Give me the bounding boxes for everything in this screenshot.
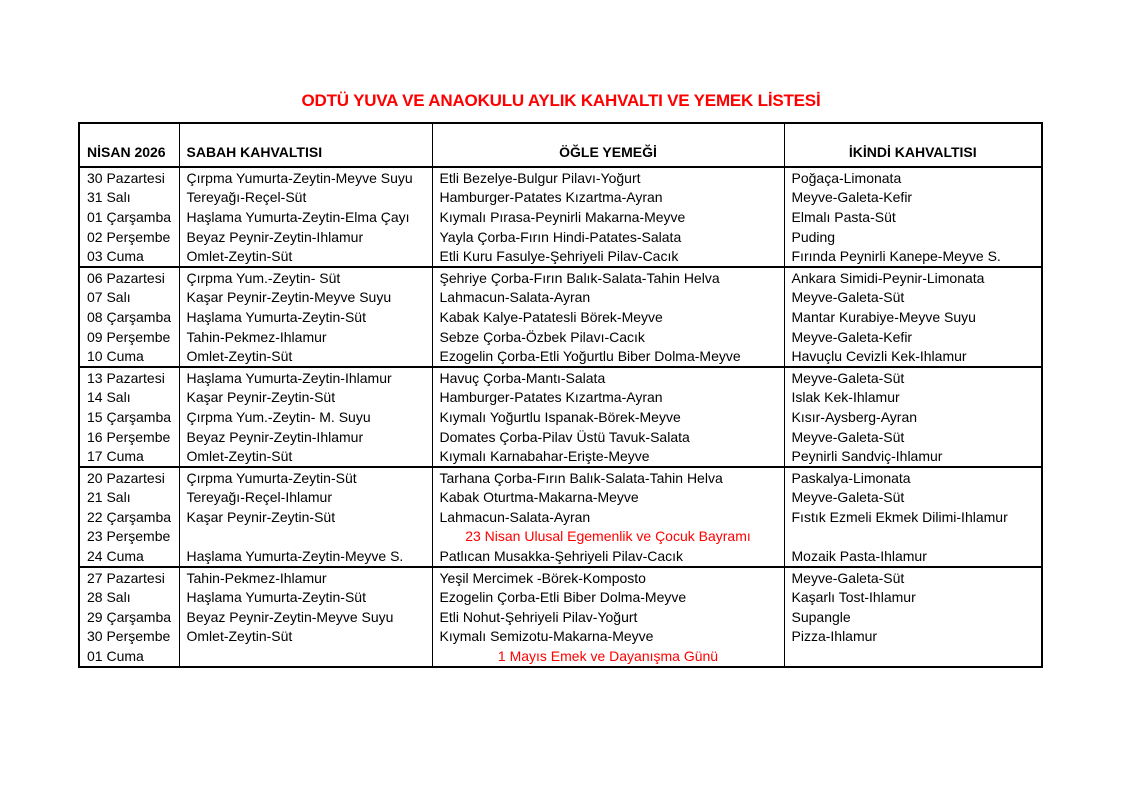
- menu-row: [79, 607, 1042, 627]
- menu-table: [78, 122, 1043, 668]
- menu-row: [79, 207, 1042, 227]
- snack-cell: Meyve-Galeta-Süt: [784, 288, 1042, 308]
- breakfast-cell: Haşlama Yumurta-Zeytin-Ihlamur: [179, 367, 432, 388]
- lunch-cell: Kıymalı Pırasa-Peynirli Makarna-Meyve: [432, 207, 784, 227]
- menu-row: [79, 446, 1042, 467]
- menu-row: [79, 627, 1042, 647]
- lunch-cell: Kıymalı Karnabahar-Erişte-Meyve: [432, 446, 784, 467]
- menu-row: [79, 527, 1042, 547]
- menu-row: [79, 467, 1042, 488]
- lunch-cell: Hamburger-Patates Kızartma-Ayran: [432, 388, 784, 408]
- breakfast-cell: Tahin-Pekmez-Ihlamur: [179, 327, 432, 347]
- snack-cell: Meyve-Galeta-Süt: [784, 427, 1042, 447]
- lunch-cell: Patlıcan Musakka-Şehriyeli Pilav-Cacık: [432, 546, 784, 567]
- lunch-cell: Yeşil Mercimek -Börek-Komposto: [432, 567, 784, 588]
- lunch-cell: Ezogelin Çorba-Etli Biber Dolma-Meyve: [432, 587, 784, 607]
- breakfast-cell: Omlet-Zeytin-Süt: [179, 627, 432, 647]
- day-cell: 30 Pazartesi: [79, 167, 179, 188]
- day-cell: 07 Salı: [79, 288, 179, 308]
- menu-row: [79, 346, 1042, 367]
- lunch-cell: Kıymalı Yoğurtlu Ispanak-Börek-Meyve: [432, 407, 784, 427]
- snack-cell: Pizza-Ihlamur: [784, 627, 1042, 647]
- day-cell: 14 Salı: [79, 388, 179, 408]
- week-block: [79, 567, 1042, 667]
- breakfast-cell: Haşlama Yumurta-Zeytin-Süt: [179, 307, 432, 327]
- day-cell: 03 Cuma: [79, 246, 179, 267]
- lunch-cell: Etli Kuru Fasulye-Şehriyeli Pilav-Cacık: [432, 246, 784, 267]
- lunch-cell: Yayla Çorba-Fırın Hindi-Patates-Salata: [432, 227, 784, 247]
- menu-row: [79, 367, 1042, 388]
- day-cell: 31 Salı: [79, 188, 179, 208]
- breakfast-cell: Çırpma Yum.-Zeytin- M. Suyu: [179, 407, 432, 427]
- breakfast-cell: Beyaz Peynir-Zeytin-Ihlamur: [179, 427, 432, 447]
- breakfast-cell: Omlet-Zeytin-Süt: [179, 246, 432, 267]
- menu-row: [79, 188, 1042, 208]
- menu-row: [79, 267, 1042, 288]
- snack-cell: [784, 527, 1042, 547]
- snack-cell: Kaşarlı Tost-Ihlamur: [784, 587, 1042, 607]
- lunch-cell: Lahmacun-Salata-Ayran: [432, 288, 784, 308]
- day-cell: 15 Çarşamba: [79, 407, 179, 427]
- day-cell: 29 Çarşamba: [79, 607, 179, 627]
- lunch-cell: Tarhana Çorba-Fırın Balık-Salata-Tahin Helva: [432, 467, 784, 488]
- menu-row: [79, 546, 1042, 567]
- lunch-cell: Sebze Çorba-Özbek Pilavı-Cacık: [432, 327, 784, 347]
- day-cell: 23 Perşembe: [79, 527, 179, 547]
- day-cell: 06 Pazartesi: [79, 267, 179, 288]
- snack-cell: Paskalya-Limonata: [784, 467, 1042, 488]
- lunch-cell: Lahmacun-Salata-Ayran: [432, 507, 784, 527]
- day-cell: 20 Pazartesi: [79, 467, 179, 488]
- breakfast-cell: Tereyağı-Reçel-Ihlamur: [179, 488, 432, 508]
- day-cell: 08 Çarşamba: [79, 307, 179, 327]
- header-breakfast: SABAH KAHVALTISI: [179, 123, 432, 167]
- lunch-cell: Ezogelin Çorba-Etli Yoğurtlu Biber Dolma-Meyve: [432, 346, 784, 367]
- breakfast-cell: Omlet-Zeytin-Süt: [179, 446, 432, 467]
- snack-cell: Havuçlu Cevizli Kek-Ihlamur: [784, 346, 1042, 367]
- breakfast-cell: Omlet-Zeytin-Süt: [179, 346, 432, 367]
- breakfast-cell: Haşlama Yumurta-Zeytin-Meyve S.: [179, 546, 432, 567]
- breakfast-cell: Haşlama Yumurta-Zeytin-Elma Çayı: [179, 207, 432, 227]
- snack-cell: Meyve-Galeta-Süt: [784, 488, 1042, 508]
- breakfast-cell: Kaşar Peynir-Zeytin-Süt: [179, 507, 432, 527]
- snack-cell: Elmalı Pasta-Süt: [784, 207, 1042, 227]
- menu-table-header: [79, 123, 1042, 167]
- lunch-cell: Şehriye Çorba-Fırın Balık-Salata-Tahin Helva: [432, 267, 784, 288]
- day-cell: 21 Salı: [79, 488, 179, 508]
- lunch-cell: Etli Bezelye-Bulgur Pilavı-Yoğurt: [432, 167, 784, 188]
- breakfast-cell: Çırpma Yumurta-Zeytin-Meyve Suyu: [179, 167, 432, 188]
- breakfast-cell: [179, 646, 432, 667]
- day-cell: 24 Cuma: [79, 546, 179, 567]
- menu-row: [79, 167, 1042, 188]
- day-cell: 17 Cuma: [79, 446, 179, 467]
- lunch-cell: Havuç Çorba-Mantı-Salata: [432, 367, 784, 388]
- breakfast-cell: Tahin-Pekmez-Ihlamur: [179, 567, 432, 588]
- lunch-cell: 23 Nisan Ulusal Egemenlik ve Çocuk Bayramı: [432, 527, 784, 547]
- snack-cell: Meyve-Galeta-Kefir: [784, 327, 1042, 347]
- menu-row: [79, 288, 1042, 308]
- week-block: [79, 367, 1042, 467]
- menu-row: [79, 246, 1042, 267]
- lunch-cell: Kıymalı Semizotu-Makarna-Meyve: [432, 627, 784, 647]
- breakfast-cell: Çırpma Yumurta-Zeytin-Süt: [179, 467, 432, 488]
- menu-row: [79, 567, 1042, 588]
- snack-cell: Poğaça-Limonata: [784, 167, 1042, 188]
- header-row: [79, 123, 1042, 167]
- menu-row: [79, 388, 1042, 408]
- header-month: NİSAN 2026: [79, 123, 179, 167]
- day-cell: 28 Salı: [79, 587, 179, 607]
- snack-cell: Meyve-Galeta-Süt: [784, 567, 1042, 588]
- day-cell: 09 Perşembe: [79, 327, 179, 347]
- menu-row: [79, 507, 1042, 527]
- day-cell: 16 Perşembe: [79, 427, 179, 447]
- day-cell: 22 Çarşamba: [79, 507, 179, 527]
- week-block: [79, 167, 1042, 267]
- day-cell: 10 Cuma: [79, 346, 179, 367]
- menu-row: [79, 307, 1042, 327]
- day-cell: 13 Pazartesi: [79, 367, 179, 388]
- menu-row: [79, 646, 1042, 667]
- lunch-cell: Kabak Oturtma-Makarna-Meyve: [432, 488, 784, 508]
- menu-row: [79, 227, 1042, 247]
- menu-row: [79, 488, 1042, 508]
- breakfast-cell: Beyaz Peynir-Zeytin-Ihlamur: [179, 227, 432, 247]
- day-cell: 30 Perşembe: [79, 627, 179, 647]
- week-block: [79, 267, 1042, 367]
- snack-cell: Mozaik Pasta-Ihlamur: [784, 546, 1042, 567]
- snack-cell: Fıstık Ezmeli Ekmek Dilimi-Ihlamur: [784, 507, 1042, 527]
- breakfast-cell: Kaşar Peynir-Zeytin-Meyve Suyu: [179, 288, 432, 308]
- lunch-cell: 1 Mayıs Emek ve Dayanışma Günü: [432, 646, 784, 667]
- menu-row: [79, 327, 1042, 347]
- breakfast-cell: Kaşar Peynir-Zeytin-Süt: [179, 388, 432, 408]
- lunch-cell: Kabak Kalye-Patatesli Börek-Meyve: [432, 307, 784, 327]
- day-cell: 01 Çarşamba: [79, 207, 179, 227]
- snack-cell: Mantar Kurabiye-Meyve Suyu: [784, 307, 1042, 327]
- week-block: [79, 467, 1042, 567]
- snack-cell: Peynirli Sandviç-Ihlamur: [784, 446, 1042, 467]
- day-cell: 02 Perşembe: [79, 227, 179, 247]
- menu-row: [79, 427, 1042, 447]
- day-cell: 27 Pazartesi: [79, 567, 179, 588]
- lunch-cell: Hamburger-Patates Kızartma-Ayran: [432, 188, 784, 208]
- menu-row: [79, 407, 1042, 427]
- snack-cell: Islak Kek-Ihlamur: [784, 388, 1042, 408]
- menu-row: [79, 587, 1042, 607]
- breakfast-cell: [179, 527, 432, 547]
- snack-cell: Fırında Peynirli Kanepe-Meyve S.: [784, 246, 1042, 267]
- snack-cell: [784, 646, 1042, 667]
- snack-cell: Meyve-Galeta-Kefir: [784, 188, 1042, 208]
- day-cell: 01 Cuma: [79, 646, 179, 667]
- header-lunch: ÖĞLE YEMEĞİ: [432, 123, 784, 167]
- snack-cell: Puding: [784, 227, 1042, 247]
- page-title: ODTÜ YUVA VE ANAOKULU AYLIK KAHVALTI VE YEMEK LİSTESİ: [301, 91, 821, 110]
- snack-cell: Meyve-Galeta-Süt: [784, 367, 1042, 388]
- breakfast-cell: Tereyağı-Reçel-Süt: [179, 188, 432, 208]
- snack-cell: Supangle: [784, 607, 1042, 627]
- breakfast-cell: Çırpma Yum.-Zeytin- Süt: [179, 267, 432, 288]
- breakfast-cell: Beyaz Peynir-Zeytin-Meyve Suyu: [179, 607, 432, 627]
- header-snack: İKİNDİ KAHVALTISI: [784, 123, 1042, 167]
- snack-cell: Kısır-Aysberg-Ayran: [784, 407, 1042, 427]
- breakfast-cell: Haşlama Yumurta-Zeytin-Süt: [179, 587, 432, 607]
- lunch-cell: Etli Nohut-Şehriyeli Pilav-Yoğurt: [432, 607, 784, 627]
- snack-cell: Ankara Simidi-Peynir-Limonata: [784, 267, 1042, 288]
- lunch-cell: Domates Çorba-Pilav Üstü Tavuk-Salata: [432, 427, 784, 447]
